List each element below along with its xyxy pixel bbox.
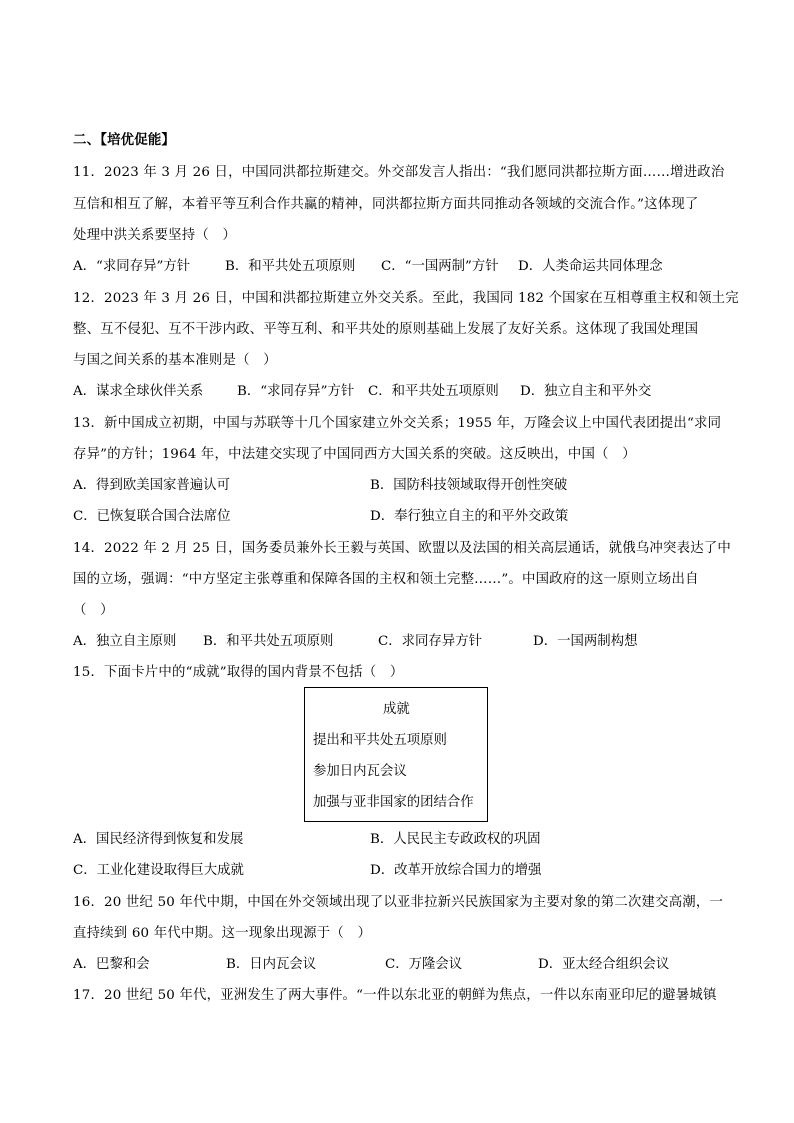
question-15-option-d: D．改革开放综合国力的增强	[370, 863, 542, 878]
achievement-card	[304, 687, 488, 822]
question-11-line-3: 处理中洪关系要坚持（ ）	[73, 228, 237, 243]
question-16-option-b: B．日内瓦会议	[226, 957, 317, 972]
question-13-option-a: A．得到欧美国家普遍认可	[73, 478, 230, 493]
question-12-option-c: C．和平共处五项原则	[368, 384, 499, 399]
question-17-line-1: 17．20 世纪 50 年代，亚洲发生了两大事件。“一件以东北亚的朝鲜为焦点，一件以东南亚印尼的避暑城镇	[73, 988, 717, 1003]
question-12-option-b: B．“求同存异”方针	[237, 384, 355, 399]
question-13-option-c: C．已恢复联合国合法席位	[73, 509, 231, 524]
card-title: 成就	[383, 702, 410, 717]
question-13-line-1: 13．新中国成立初期，中国与苏联等十几个国家建立外交关系；1955 年，万隆会议上中国代表团提出“求同	[73, 416, 722, 431]
question-11-option-c: C．“一国两制”方针	[381, 259, 499, 274]
question-11-option-b: B．和平共处五项原则	[225, 259, 356, 274]
question-16-option-c: C．万隆会议	[385, 957, 463, 972]
card-item: 提出和平共处五项原则	[313, 733, 447, 748]
question-13-option-b: B．国防科技领域取得开创性突破	[370, 478, 568, 493]
question-14-option-d: D．一国两制构想	[533, 634, 638, 649]
question-13-line-2: 存异”的方针；1964 年，中法建交实现了中国同西方大国关系的突破。这反映出，中国（ ）	[73, 447, 636, 462]
question-16-line-1: 16．20 世纪 50 年代中期，中国在外交领域出现了以亚非拉新兴民族国家为主要对象的第二次建交高潮，一	[73, 895, 724, 910]
question-14-option-b: B．和平共处五项原则	[203, 634, 334, 649]
question-11-line-2: 互信和相互了解，本着平等互利合作共赢的精神，同洪都拉斯方面共同推动各领域的交流合作。”这体现了	[73, 197, 699, 212]
question-14-line-2: 国的立场，强调：“中方坚定主张尊重和保障各国的主权和领土完整……”。中国政府的这一原则立场出自	[73, 572, 699, 587]
card-item: 加强与亚非国家的团结合作	[313, 795, 474, 810]
question-16-option-a: A．巴黎和会	[73, 957, 150, 972]
question-13-option-d: D．奉行独立自主的和平外交政策	[370, 509, 569, 524]
question-11-line-1: 11．2023 年 3 月 26 日，中国同洪都拉斯建交。外交部发言人指出：“我们愿同洪都拉斯方面……增进政治	[73, 165, 725, 180]
question-12-line-3: 与国之间关系的基本准则是（ ）	[73, 353, 277, 368]
question-15-option-b: B．人民民主专政政权的巩固	[370, 832, 541, 847]
question-16-option-d: D．亚太经合组织会议	[538, 957, 670, 972]
question-15-option-a: A．国民经济得到恢复和发展	[73, 832, 244, 847]
question-12-line-1: 12．2023 年 3 月 26 日，中国和洪都拉斯建立外交关系。至此，我国同 182 个国家在互相尊重主权和领土完	[73, 291, 739, 306]
question-15-line-1: 15．下面卡片中的“成就”取得的国内背景不包括（ ）	[73, 665, 404, 680]
question-12-option-a: A．谋求全球伙伴关系	[73, 384, 204, 399]
question-14-line-3: （ ）	[73, 603, 114, 618]
question-16-line-2: 直持续到 60 年代中期。这一现象出现源于（ ）	[73, 926, 372, 941]
question-11-option-d: D．人类命运共同体理念	[518, 259, 663, 274]
question-14-option-a: A．独立自主原则	[73, 634, 177, 649]
question-11-option-a: A．“求同存异”方针	[73, 259, 191, 274]
question-14-line-1: 14．2022 年 2 月 25 日，国务委员兼外长王毅与英国、欧盟以及法国的相关高层通话，就俄乌冲突表达了中	[73, 541, 731, 556]
question-15-option-c: C．工业化建设取得巨大成就	[73, 863, 244, 878]
section-title: 二、【培优促能】	[73, 132, 176, 148]
card-item: 参加日内瓦会议	[313, 764, 407, 779]
question-14-option-c: C．求同存异方针	[378, 634, 482, 649]
question-12-line-2: 整、互不侵犯、互不干涉内政、平等互利、和平共处的原则基础上发展了友好关系。这体现了我国处理国	[73, 322, 699, 337]
question-12-option-d: D．独立自主和平外交	[520, 384, 652, 399]
